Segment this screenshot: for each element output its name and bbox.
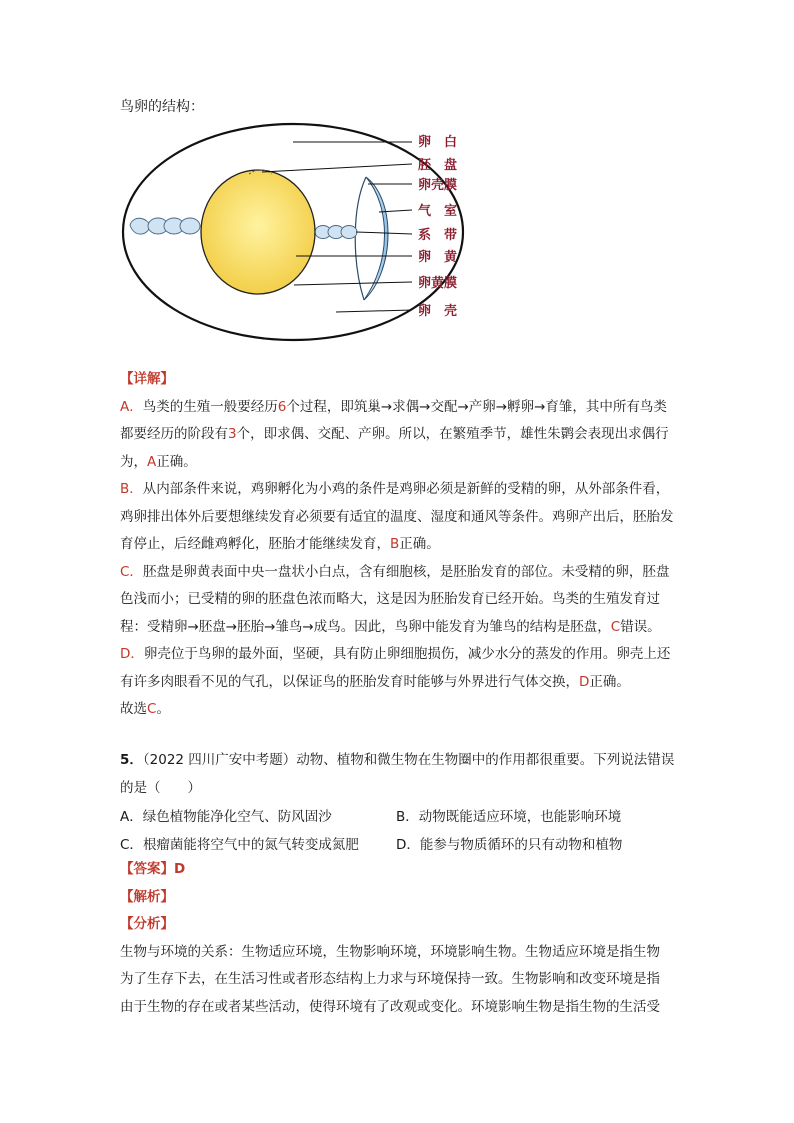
- option-c-explanation: C．胚盘是卵黄表面中央一盘状小白点，含有细胞核，是胚胎发育的部位。未受精的卵，胚盘色浅而小；已受精的卵的胚盘色浓而略大，这是因为胚胎发育已经开始。鸟类的生殖发育过程：受精卵→胚盘→胚胎→雏鸟→成鸟。因此，鸟卵中能发育为雏鸟的结构是胚盘，C错误。: [120, 563, 670, 635]
- option-d: D．能参与物质循环的只有动物和植物: [396, 837, 623, 853]
- label-shell-membrane: 卵壳膜: [418, 178, 458, 193]
- option-b-explanation: B．从内部条件来说，鸡卵孵化为小鸡的条件是鸡卵必须是新鲜的受精的卵，从外部条件看，鸡卵排出体外后要想继续发育必须要有适宜的温度、湿度和通风等条件。鸡卵产出后，胚胎发育停止，后经雌鸡孵化，胚胎才能继续发育，B正确。: [120, 481, 674, 552]
- option-b: B．动物既能适应环境，也能影响环境: [396, 809, 622, 825]
- question-5-options: [120, 801, 680, 857]
- label-air-cell: 气 室: [418, 204, 458, 219]
- analysis-heading: 【解析】: [120, 888, 174, 905]
- label-yolk: 卵 黄: [418, 250, 458, 265]
- analysis-line-2: 为了生存下去，在生活习性或者形态结构上力求与环境保持一致。生物影响和改变环境是指: [120, 971, 660, 987]
- option-c: C．根瘤菌能将空气中的氮气转变成氮肥: [120, 837, 359, 853]
- label-chalaza: 系 带: [418, 228, 458, 243]
- letter: A．: [120, 398, 143, 415]
- label-egg-shell: 卵 壳: [418, 304, 458, 319]
- label-germinal-disc: 胚 盘: [418, 158, 458, 173]
- conclusion: 故选C。: [120, 701, 170, 717]
- detail-section: [120, 366, 680, 724]
- analysis-line-1: 生物与环境的关系：生物适应环境，生物影响环境，环境影响生物。生物适应环境是指生物: [120, 943, 660, 960]
- question-5-stem: 5．（2022 四川广安中考题）动物、植物和微生物在生物圈中的作用都很重要。下列说法错误的是（ ）: [120, 752, 675, 796]
- answer-line: 【答案】D: [120, 861, 186, 877]
- analysis-line-3: 由于生物的存在或者某些活动，使得环境有了改观或变化。环境影响生物是指生物的生活受: [120, 998, 660, 1015]
- option-d-explanation: D．卵壳位于鸟卵的最外面，坚硬，具有防止卵细胞损伤，减少水分的蒸发的作用。卵壳上还有许多肉眼看不见的气孔，以保证鸟的胚胎发育时能够与外界进行气体交换，D正确。: [120, 646, 671, 690]
- detail-heading: 【详解】: [120, 371, 174, 387]
- bird-egg-structure-diagram: [116, 122, 476, 352]
- label-yolk-membrane: 卵黄膜: [418, 276, 458, 291]
- chalaza-right: [315, 226, 357, 239]
- label-egg-white: 卵 白: [418, 135, 458, 150]
- yolk: [201, 170, 315, 294]
- fenxi-heading: 【分析】: [120, 916, 174, 932]
- chalaza-left: [130, 218, 200, 234]
- figure-caption: 鸟卵的结构：: [120, 99, 204, 115]
- answer-analysis-section: [120, 856, 680, 1021]
- option-a-explanation: A．鸟类的生殖一般要经历6个过程，即筑巢→求偶→交配→产卵→孵卵→育雏，其中所有鸟类都要经历的阶段有3个，即求偶、交配、产卵。所以，在繁殖季节，雄性朱鹮会表现出求偶行为，A正确。: [120, 398, 669, 470]
- option-a: A．绿色植物能净化空气、防风固沙: [120, 809, 332, 825]
